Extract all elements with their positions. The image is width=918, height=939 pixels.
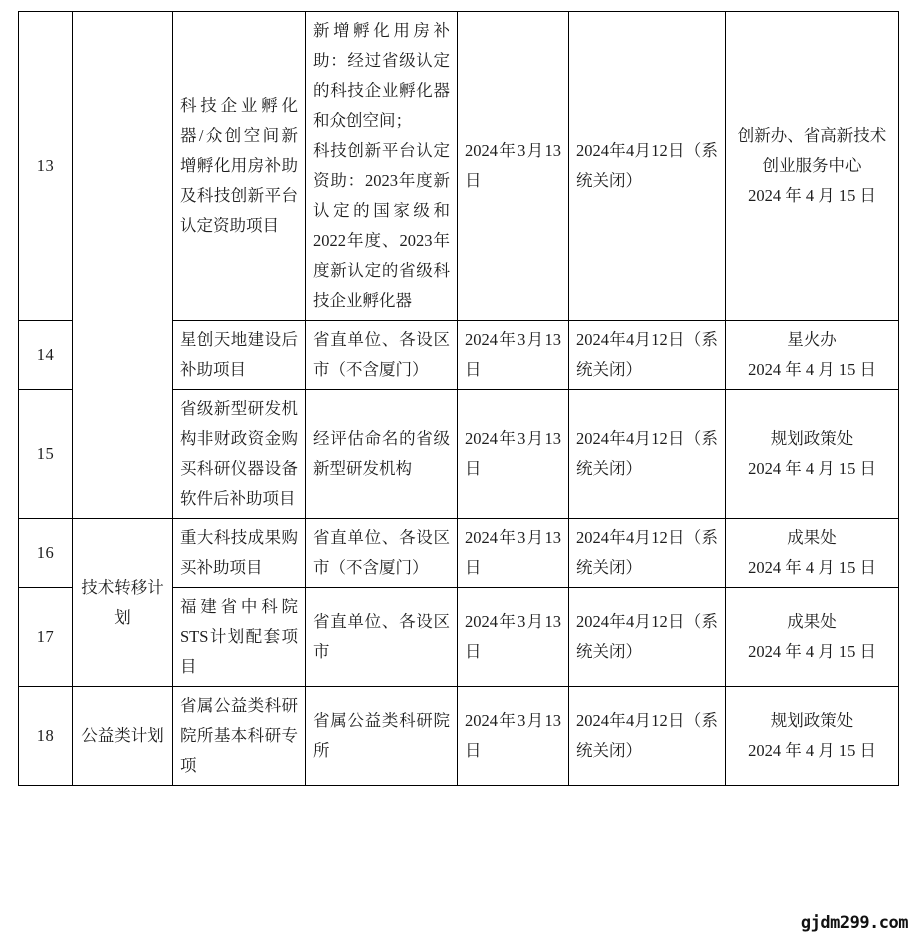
cell-application-scope: 省属公益类科研院所	[306, 687, 458, 786]
cell-start-date: 2024年3月13日	[458, 687, 569, 786]
cell-start-date: 2024年3月13日	[458, 588, 569, 687]
dept-line-2: 2024 年 4 月 15 日	[748, 741, 876, 760]
cell-serial-number: 17	[19, 588, 73, 687]
cell-plan-category-merged-16-17: 技术转移计划	[73, 519, 173, 687]
cell-end-date: 2024年4月12日（系统关闭）	[569, 519, 726, 588]
scope-paragraph-2: 科技创新平台认定资助：2023年度新认定的国家级和2022年度、2023年度新认定的省级科技企业孵化器	[313, 141, 450, 310]
cell-responsible-department	[726, 687, 899, 786]
cell-end-date: 2024年4月12日（系统关闭）	[569, 12, 726, 321]
cell-end-date: 2024年4月12日（系统关闭）	[569, 687, 726, 786]
table-row	[19, 687, 899, 786]
dept-line-2: 2024 年 4 月 15 日	[748, 558, 876, 577]
cell-project-name: 科技企业孵化器/众创空间新增孵化用房补助及科技创新平台认定资助项目	[173, 12, 306, 321]
dept-line-1: 星火办	[787, 330, 837, 349]
dept-line-1: 创新办、省高新技术	[737, 126, 887, 145]
table-row	[19, 12, 899, 321]
site-watermark: gjdm299.com	[800, 913, 908, 933]
cell-end-date: 2024年4月12日（系统关闭）	[569, 321, 726, 390]
cell-project-name: 省属公益类科研院所基本科研专项	[173, 687, 306, 786]
cell-application-scope: 经评估命名的省级新型研发机构	[306, 390, 458, 519]
cell-application-scope: 省直单位、各设区市（不含厦门）	[306, 321, 458, 390]
cell-end-date: 2024年4月12日（系统关闭）	[569, 390, 726, 519]
cell-application-scope: 省直单位、各设区市（不含厦门）	[306, 519, 458, 588]
project-schedule-table	[18, 11, 899, 786]
cell-serial-number: 16	[19, 519, 73, 588]
cell-serial-number: 15	[19, 390, 73, 519]
cell-project-name: 星创天地建设后补助项目	[173, 321, 306, 390]
scope-paragraph-1: 新增孵化用房补助：经过省级认定的科技企业孵化器和众创空间；	[313, 21, 450, 130]
cell-project-name: 福建省中科院STS计划配套项目	[173, 588, 306, 687]
dept-line-1: 规划政策处	[770, 711, 854, 730]
dept-line-1: 规划政策处	[770, 429, 854, 448]
cell-responsible-department	[726, 588, 899, 687]
cell-serial-number: 18	[19, 687, 73, 786]
cell-responsible-department	[726, 321, 899, 390]
cell-project-name: 省级新型研发机构非财政资金购买科研仪器设备软件后补助项目	[173, 390, 306, 519]
table-row	[19, 519, 899, 588]
cell-responsible-department	[726, 519, 899, 588]
cell-application-scope: 省直单位、各设区市	[306, 588, 458, 687]
cell-end-date: 2024年4月12日（系统关闭）	[569, 588, 726, 687]
dept-line-1: 成果处	[787, 528, 837, 547]
cell-serial-number: 13	[19, 12, 73, 321]
dept-line-2: 2024 年 4 月 15 日	[748, 360, 876, 379]
cell-serial-number: 14	[19, 321, 73, 390]
cell-plan-category: 公益类计划	[73, 687, 173, 786]
cell-start-date: 2024年3月13日	[458, 12, 569, 321]
cell-responsible-department	[726, 390, 899, 519]
cell-application-scope	[306, 12, 458, 321]
dept-line-3: 2024 年 4 月 15 日	[748, 186, 876, 205]
cell-start-date: 2024年3月13日	[458, 519, 569, 588]
cell-responsible-department	[726, 12, 899, 321]
cell-plan-category-merged-13-15	[73, 12, 173, 519]
cell-start-date: 2024年3月13日	[458, 390, 569, 519]
cell-start-date: 2024年3月13日	[458, 321, 569, 390]
dept-line-1: 成果处	[787, 612, 837, 631]
cell-project-name: 重大科技成果购买补助项目	[173, 519, 306, 588]
dept-line-2: 创业服务中心	[762, 156, 862, 175]
dept-line-2: 2024 年 4 月 15 日	[748, 642, 876, 661]
dept-line-2: 2024 年 4 月 15 日	[748, 459, 876, 478]
